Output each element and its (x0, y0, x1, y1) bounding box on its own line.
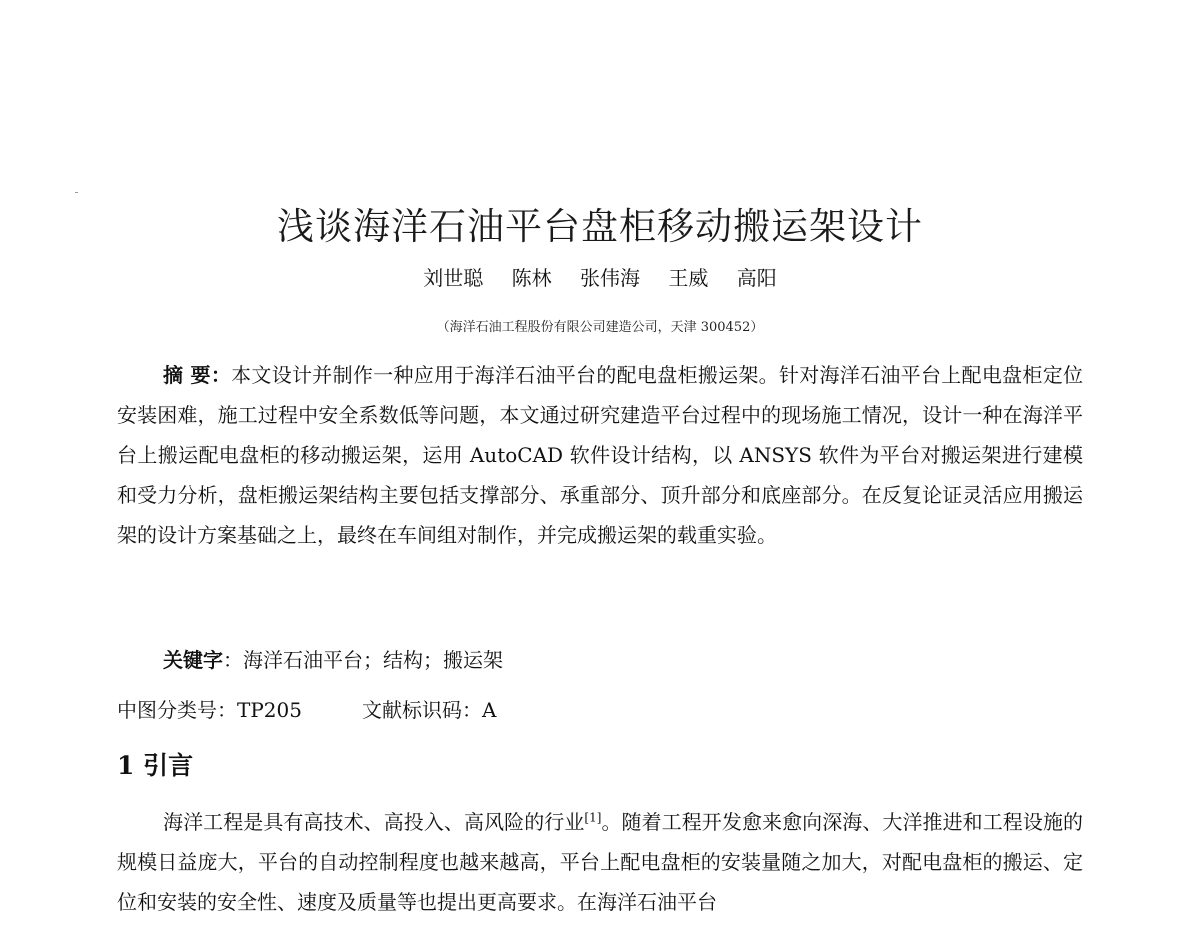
author-4: 王威 (668, 266, 709, 290)
classification-line (117, 694, 496, 723)
abstract-label: 摘 要： (163, 363, 232, 387)
abstract (117, 355, 1083, 555)
doc-code-label: 文献标识码： (361, 698, 482, 722)
keywords-label: 关键字 (163, 648, 223, 672)
scan-mark (75, 192, 78, 193)
intro-paragraph (117, 802, 1083, 922)
author-2: 陈林 (511, 266, 552, 290)
keywords (163, 644, 503, 673)
author-5: 高阳 (736, 266, 777, 290)
clc-label: 中图分类号： (117, 698, 237, 722)
paper-title: 浅谈海洋石油平台盘柜移动搬运架设计 (277, 205, 923, 248)
keywords-text: ：海洋石油平台；结构；搬运架 (223, 648, 503, 672)
affiliation: （海洋石油工程股份有限公司建造公司，天津 300452） (436, 320, 764, 335)
author-1: 刘世聪 (423, 266, 484, 290)
intro-text-a: 海洋工程是具有高技术、高投入、高风险的行业 (163, 810, 585, 834)
doc-code-value: A (481, 698, 497, 722)
citation-ref: [1] (584, 810, 602, 825)
author-list (0, 262, 1200, 291)
clc-value: TP205 (237, 698, 302, 722)
intro-text-b: 。随着工程开发愈来愈向深海、大洋推进和工程设施的规模日益庞大，平台的自动控制程度也越来越高，平台上配电盘柜的安装量随之加大，对配电盘柜的搬运、定位和安装的安全性、速度及质量等也提出更高要求。在海洋石油平台 (117, 810, 1084, 914)
abstract-text: 本文设计并制作一种应用于海洋石油平台的配电盘柜搬运架。针对海洋石油平台上配电盘柜定位安装困难，施工过程中安全系数低等问题，本文通过研究建造平台过程中的现场施工情况，设计一种在海洋平台上搬运配电盘柜的移动搬运架，运用 AutoCAD 软件设计结构，以 ANSYS 软件为平台对搬运架进行建模和受力分析，盘柜搬运架结构主要包括支撑部分、承重部分、顶升部分和底座部分。在反复论证灵活应用搬运架的设计方案基础之上，最终在车间组对制作，并完成搬运架的载重实验。 (117, 363, 1083, 547)
section-heading: 1 引言 (117, 751, 194, 780)
author-3: 张伟海 (580, 266, 640, 290)
